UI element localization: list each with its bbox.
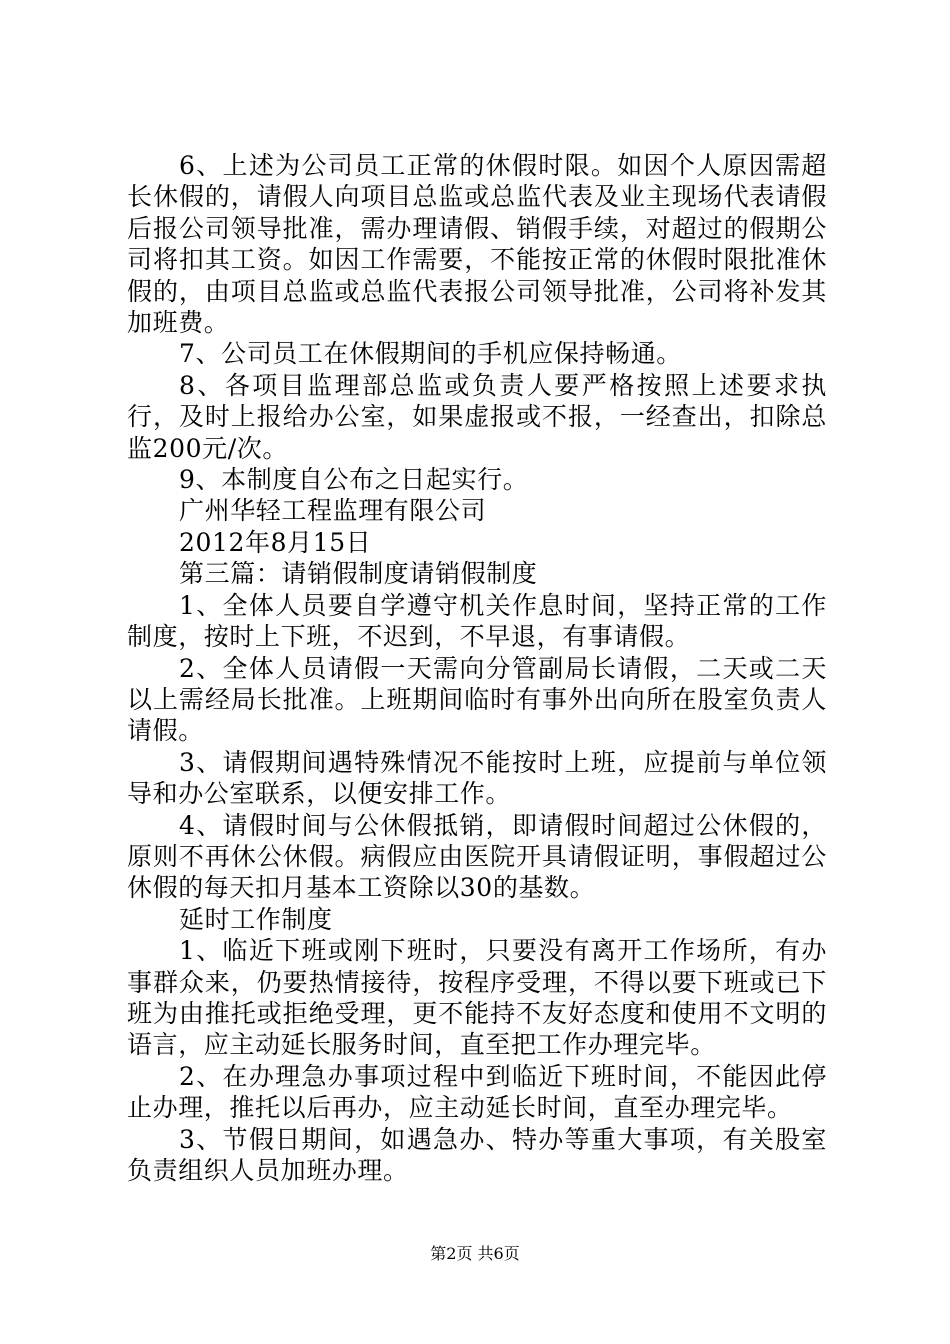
section-heading: 第三篇：请销假制度请销假制度 xyxy=(179,559,538,589)
document-body xyxy=(127,150,827,1186)
paragraph-item-8: 8、各项目监理部总监或负责人要严格按照上述要求执行，及时上报给办公室，如果虚报或不报，一经查出，扣除总监200元/次。 xyxy=(127,370,827,463)
signature-date: 2012年8月15日 xyxy=(179,527,372,557)
leave-rule-3: 3、请假期间遇特殊情况不能按时上班，应提前与单位领导和办公室联系，以便安排工作。 xyxy=(127,747,827,809)
subsection-heading: 延时工作制度 xyxy=(179,904,333,934)
paragraph-item-7: 7、公司员工在休假期间的手机应保持畅通。 xyxy=(179,339,682,369)
paragraph-item-9: 9、本制度自公布之日起实行。 xyxy=(179,465,529,495)
leave-rule-1: 1、全体人员要自学遵守机关作息时间，坚持正常的工作制度，按时上下班，不迟到，不早退，有事请假。 xyxy=(127,590,827,652)
page-number: 第2页 共6页 xyxy=(430,1244,520,1263)
leave-rule-2: 2、全体人员请假一天需向分管副局长请假，二天或二天以上需经局长批准。上班期间临时有事外出向所在股室负责人请假。 xyxy=(127,653,827,746)
company-signature: 广州华轻工程监理有限公司 xyxy=(179,496,487,526)
overtime-rule-2: 2、在办理急办事项过程中到临近下班时间，不能因此停止办理，推托以后再办，应主动延长时间，直至办理完毕。 xyxy=(127,1061,827,1123)
leave-rule-4: 4、请假时间与公休假抵销，即请假时间超过公休假的，原则不再休公休假。病假应由医院开具请假证明，事假超过公休假的每天扣月基本工资除以30的基数。 xyxy=(127,810,827,903)
page-footer xyxy=(0,1244,950,1264)
overtime-rule-1: 1、临近下班或刚下班时，只要没有离开工作场所，有办事群众来，仍要热情接待，按程序受理，不得以要下班或已下班为由推托或拒绝受理，更不能持不友好态度和使用不文明的语言，应主动延长服务时间，直至把工作办理完毕。 xyxy=(127,936,827,1060)
paragraph-item-6: 6、上述为公司员工正常的休假时限。如因个人原因需超长休假的，请假人向项目总监或总监代表及业主现场代表请假后报公司领导批准，需办理请假、销假手续，对超过的假期公司将扣其工资。如因工作需要，不能按正常的休假时限批准休假的，由项目总监或总监代表报公司领导批准，公司将补发其加班费。 xyxy=(127,151,827,338)
overtime-rule-3: 3、节假日期间，如遇急办、特办等重大事项，有关股室负责组织人员加班办理。 xyxy=(127,1124,827,1185)
